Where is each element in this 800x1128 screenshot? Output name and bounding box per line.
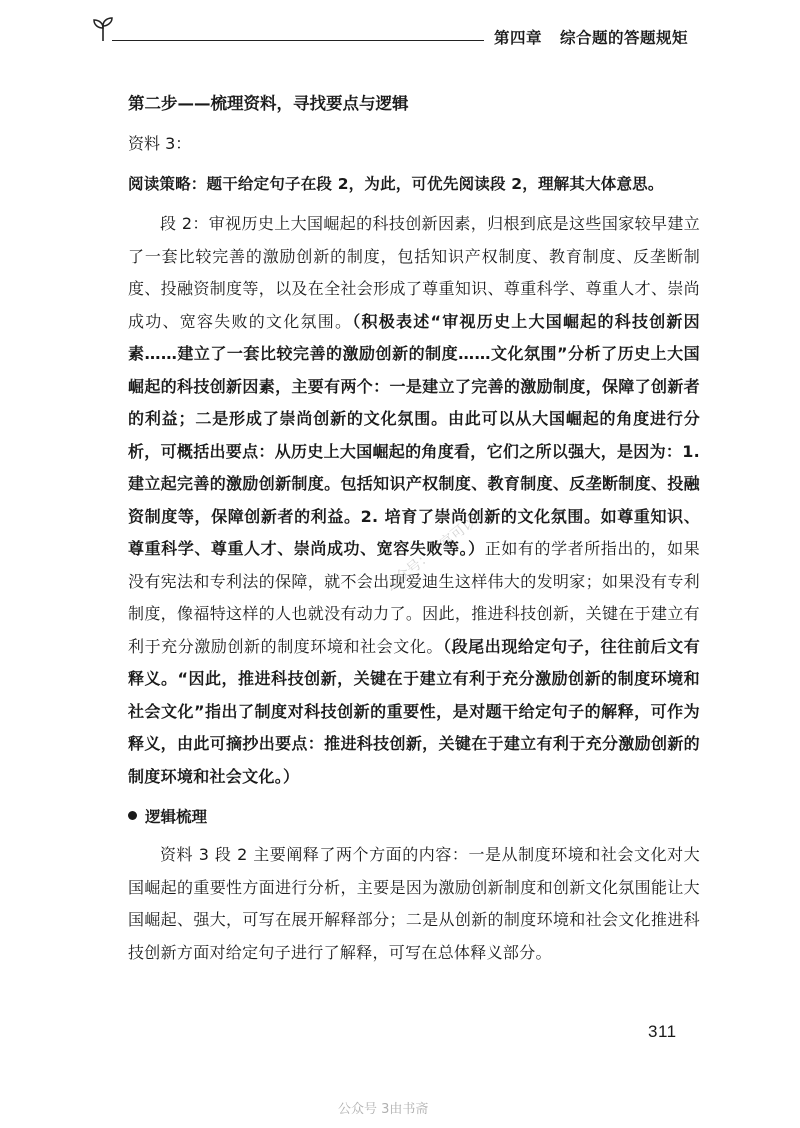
bullet-icon — [128, 811, 137, 820]
running-header — [494, 26, 688, 48]
paragraph-text-2: 正如有的学者所指出的，如果没有宪法和专利法的保障，就不会出现爱迪生这样伟大的发明家；如果没有专利制度，像福特这样的人也就没有动力了。因此，推进科技创新，关键在于建立有利于充分激励创新的制度环境和社会文化。 — [128, 539, 700, 656]
logic-paragraph: 资料 3 段 2 主要阐释了两个方面的内容：一是从制度环境和社会文化对大国崛起的重要性方面进行分析，主要是因为激励创新制度和创新文化氛围能让大国崛起、强大，可写在展开解释部分；二是从创新的制度环境和社会文化推进科技创新方面对给定句子进行了解释，可写在总体释义部分。 — [128, 845, 700, 962]
logic-heading — [128, 801, 700, 833]
chapter-number: 第四章 — [494, 29, 543, 47]
bottom-watermark: 公众号 3由书斋 — [338, 1102, 429, 1117]
logic-heading-text: 逻辑梳理 — [145, 808, 208, 826]
chapter-title: 综合题的答题规矩 — [560, 29, 689, 47]
paragraph-2 — [128, 208, 700, 793]
page-content — [128, 88, 700, 969]
reading-strategy: 阅读策略：题干给定句子在段 2，为此，可优先阅读段 2，理解其大体意思。 — [128, 175, 664, 193]
header-rule — [112, 40, 484, 41]
material-label: 资料 3： — [128, 134, 192, 153]
paragraph-text-1: 段 2：审视历史上大国崛起的科技创新因素，归根到底是这些国家较早建立了一套比较完善的激励创新的制度，包括知识产权制度、教育制度、反垄断制度、投融资制度等，以及在全社会形成了尊重知识、尊重科学、尊重人才、崇尚成功、宽容失败的文化氛围。 — [128, 214, 700, 331]
sprout-icon — [92, 16, 114, 42]
analysis-note-2: （段尾出现给定句子，往往前后文有释义。“因此，推进科技创新，关键在于建立有利于充分激励创新的制度环境和社会文化”指出了制度对科技创新的重要性，是对题干给定句子的解释，可作为释义，由此可摘抄出要点：推进科技创新，关键在于建立有利于充分激励创新的制度环境和社会文化。） — [128, 636, 701, 786]
step-heading: 第二步——梳理资料，寻找要点与逻辑 — [128, 94, 409, 113]
page-number: 311 — [648, 1022, 677, 1041]
diagonal-watermark: 公众号：小官可以 — [381, 513, 480, 595]
analysis-note-1: （积极表述“审视历史上大国崛起的科技创新因素……建立了一套比较完善的激励创新的制度……文化氛围”分析了历史上大国崛起的科技创新因素，主要有两个：一是建立了完善的激励制度，保障了创新者的利益；二是形成了崇尚创新的文化氛围。由此可以从大国崛起的角度进行分析，可概括出要点：从历史上大国崛起的角度看，它们之所以强大，是因为：1. 建立起完善的激励创新制度。包括知识产权制度、教育制度、反垄断制度、投融资制度等，保障创新者的利益。2. 培育了崇尚创新的文化氛围。如尊重知识、尊重科学、尊重人才、崇尚成功、宽容失败等。） — [128, 311, 701, 558]
